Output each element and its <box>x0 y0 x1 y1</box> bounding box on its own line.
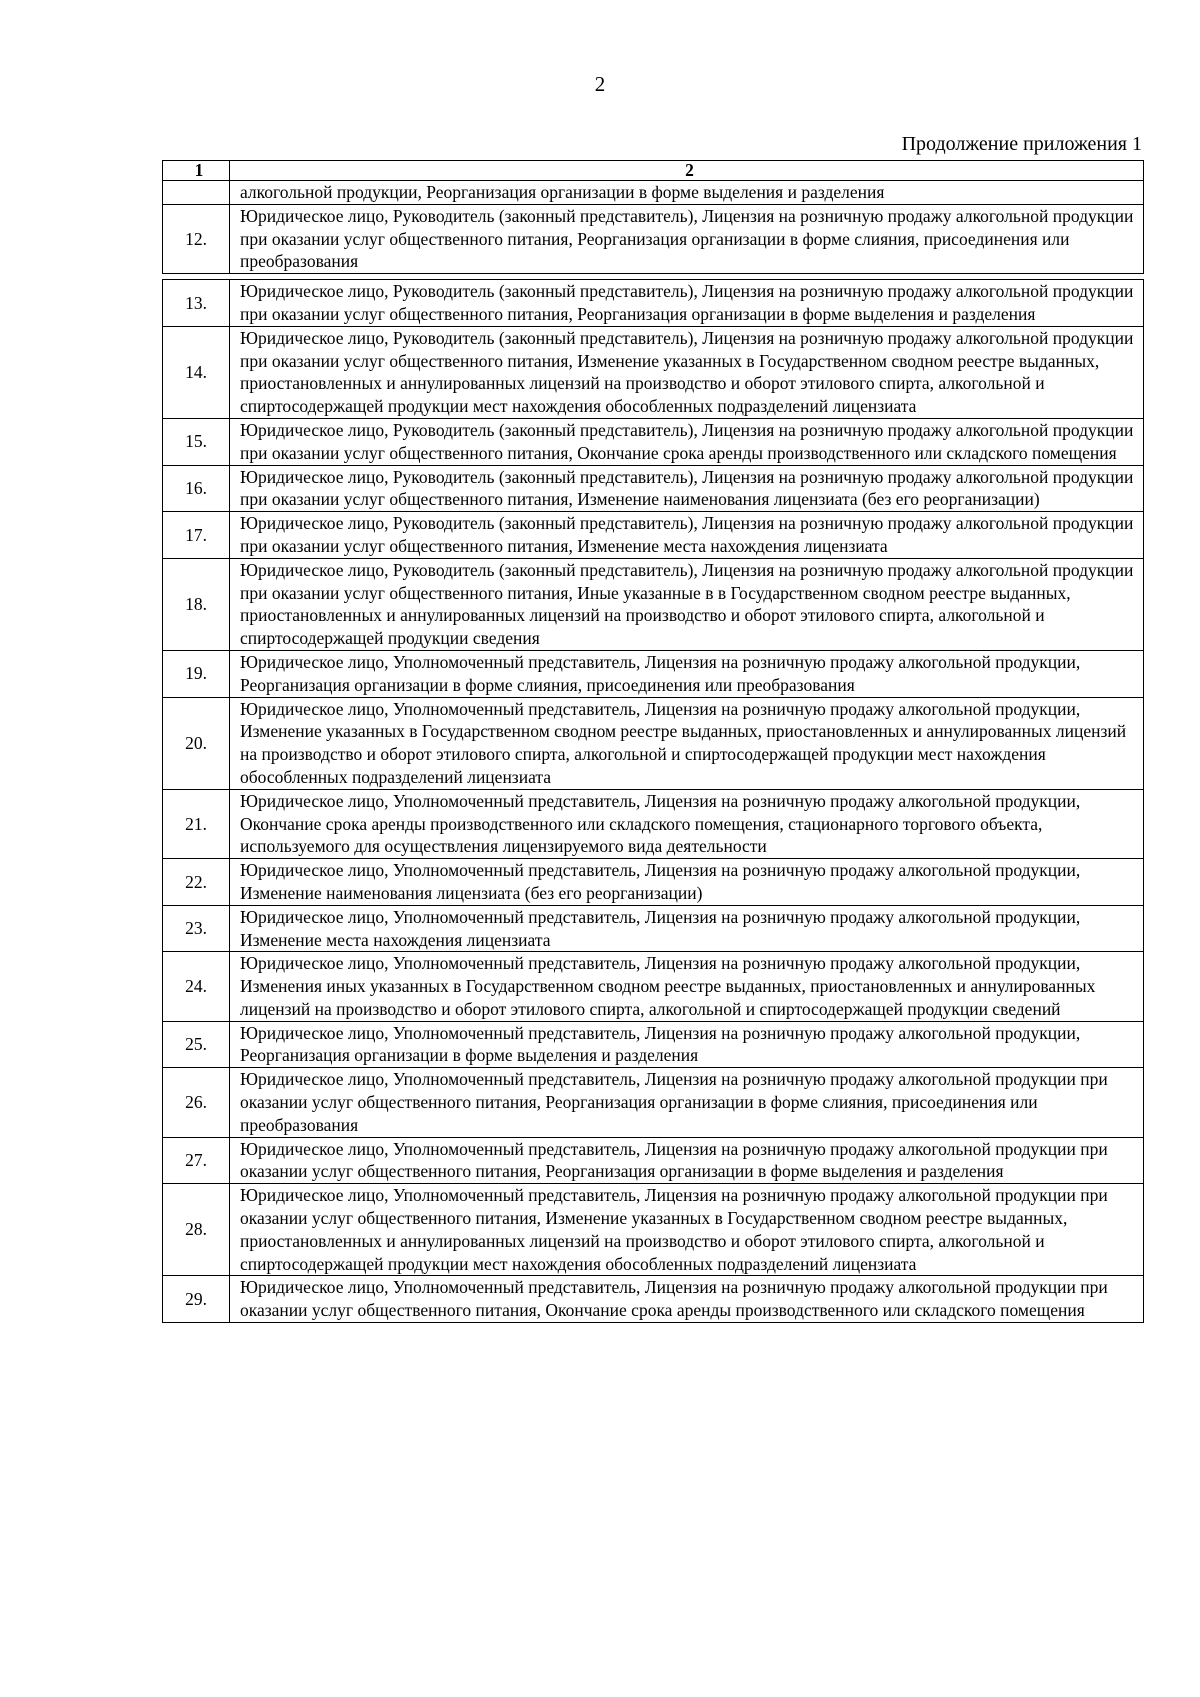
table-row <box>163 280 1144 327</box>
table-row <box>163 1068 1144 1137</box>
table-row <box>163 326 1144 418</box>
row-number-cell: 28. <box>163 1184 230 1276</box>
page-number: 2 <box>594 72 606 96</box>
row-text-cell: Юридическое лицо, Руководитель (законный представитель), Лицензия на розничную продажу алкогольной продукции при оказании услуг общественного питания, Иные указанные в в Государственном сводном реестре выданных, приостановленных и аннулированных лицензий на производство и оборот этилового спирта, алкогольной и спиртосодержащей продукции сведения <box>230 558 1144 650</box>
table-row <box>163 789 1144 858</box>
row-number-cell: 19. <box>163 650 230 697</box>
row-number-cell: 21. <box>163 789 230 858</box>
header-row <box>163 161 1144 181</box>
row-text-cell: Юридическое лицо, Руководитель (законный представитель), Лицензия на розничную продажу алкогольной продукции при оказании услуг общественного питания, Изменение указанных в Государственном сводном реестре выданных, приостановленных и аннулированных лицензий на производство и оборот этилового спирта, алкогольной и спиртосодержащей продукции мест нахождения обособленных подразделений лицензиата <box>230 326 1144 418</box>
table-row <box>163 1137 1144 1184</box>
row-text-cell: алкогольной продукции, Реорганизация организации в форме выделения и разделения <box>230 181 1144 205</box>
row-text-cell: Юридическое лицо, Руководитель (законный представитель), Лицензия на розничную продажу алкогольной продукции при оказании услуг общественного питания, Окончание срока аренды производственного или складского помещения <box>230 418 1144 465</box>
table-row <box>163 204 1144 273</box>
row-number-cell: 18. <box>163 558 230 650</box>
document-table-wrapper <box>162 160 1143 1323</box>
row-number-cell: 15. <box>163 418 230 465</box>
table-row <box>163 905 1144 952</box>
document-table <box>162 160 1144 1323</box>
row-text-cell: Юридическое лицо, Уполномоченный представитель, Лицензия на розничную продажу алкогольной продукции, Изменение наименования лицензиата (без его реорганизации) <box>230 859 1144 906</box>
table-row <box>163 1021 1144 1068</box>
continuation-label: Продолжение приложения 1 <box>901 133 1142 155</box>
column-header-1: 1 <box>163 161 230 181</box>
row-text-cell: Юридическое лицо, Руководитель (законный представитель), Лицензия на розничную продажу алкогольной продукции при оказании услуг общественного питания, Изменение места нахождения лицензиата <box>230 512 1144 559</box>
row-text-cell: Юридическое лицо, Уполномоченный представитель, Лицензия на розничную продажу алкогольной продукции, Изменение места нахождения лицензиата <box>230 905 1144 952</box>
row-number-cell: 20. <box>163 697 230 789</box>
row-number-cell: 29. <box>163 1276 230 1323</box>
row-number-cell: 25. <box>163 1021 230 1068</box>
table-row <box>163 697 1144 789</box>
row-text-cell: Юридическое лицо, Уполномоченный представитель, Лицензия на розничную продажу алкогольной продукции при оказании услуг общественного питания, Окончание срока аренды производственного или складского помещения <box>230 1276 1144 1323</box>
row-text-cell: Юридическое лицо, Уполномоченный представитель, Лицензия на розничную продажу алкогольной продукции при оказании услуг общественного питания, Реорганизация организации в форме выделения и разделения <box>230 1137 1144 1184</box>
table-row <box>163 1276 1144 1323</box>
table-row <box>163 1184 1144 1276</box>
row-text-cell: Юридическое лицо, Руководитель (законный представитель), Лицензия на розничную продажу алкогольной продукции при оказании услуг общественного питания, Изменение наименования лицензиата (без его реорганизации) <box>230 465 1144 512</box>
row-text-cell: Юридическое лицо, Уполномоченный представитель, Лицензия на розничную продажу алкогольной продукции при оказании услуг общественного питания, Изменение указанных в Государственном сводном реестре выданных, приостановленных и аннулированных лицензий на производство и оборот этилового спирта, алкогольной и спиртосодержащей продукции мест нахождения обособленных подразделений лицензиата <box>230 1184 1144 1276</box>
row-text-cell: Юридическое лицо, Руководитель (законный представитель), Лицензия на розничную продажу алкогольной продукции при оказании услуг общественного питания, Реорганизация организации в форме выделения и разделения <box>230 280 1144 327</box>
row-number-cell: 17. <box>163 512 230 559</box>
row-number-cell: 24. <box>163 952 230 1021</box>
row-text-cell: Юридическое лицо, Уполномоченный представитель, Лицензия на розничную продажу алкогольной продукции, Окончание срока аренды производственного или складского помещения, стационарного торгового объекта, используемого для осуществления лицензируемого вида деятельности <box>230 789 1144 858</box>
table-row <box>163 650 1144 697</box>
row-text-cell: Юридическое лицо, Руководитель (законный представитель), Лицензия на розничную продажу алкогольной продукции при оказании услуг общественного питания, Реорганизация организации в форме слияния, присоединения или преобразования <box>230 204 1144 273</box>
table-row <box>163 418 1144 465</box>
row-text-cell: Юридическое лицо, Уполномоченный представитель, Лицензия на розничную продажу алкогольной продукции, Реорганизация организации в форме выделения и разделения <box>230 1021 1144 1068</box>
row-text-cell: Юридическое лицо, Уполномоченный представитель, Лицензия на розничную продажу алкогольной продукции при оказании услуг общественного питания, Реорганизация организации в форме слияния, присоединения или преобразования <box>230 1068 1144 1137</box>
table-row <box>163 512 1144 559</box>
row-text-cell: Юридическое лицо, Уполномоченный представитель, Лицензия на розничную продажу алкогольной продукции, Изменения иных указанных в Государственном сводном реестре выданных, приостановленных и аннулированных лицензий на производство и оборот этилового спирта, алкогольной и спиртосодержащей продукции сведений <box>230 952 1144 1021</box>
table-body <box>163 181 1144 1323</box>
row-number-cell: 13. <box>163 280 230 327</box>
row-number-cell: 23. <box>163 905 230 952</box>
row-number-cell: 26. <box>163 1068 230 1137</box>
row-number-cell: 12. <box>163 204 230 273</box>
table-header <box>163 161 1144 181</box>
row-number-cell: 16. <box>163 465 230 512</box>
table-row <box>163 558 1144 650</box>
row-number-cell: 27. <box>163 1137 230 1184</box>
row-number-cell: 14. <box>163 326 230 418</box>
row-number-cell <box>163 181 230 205</box>
row-text-cell: Юридическое лицо, Уполномоченный представитель, Лицензия на розничную продажу алкогольной продукции, Реорганизация организации в форме слияния, присоединения или преобразования <box>230 650 1144 697</box>
table-row <box>163 465 1144 512</box>
continued-row <box>163 181 1144 205</box>
row-text-cell: Юридическое лицо, Уполномоченный представитель, Лицензия на розничную продажу алкогольной продукции, Изменение указанных в Государственном сводном реестре выданных, приостановленных и аннулированных лицензий на производство и оборот этилового спирта, алкогольной и спиртосодержащей продукции мест нахождения обособленных подразделений лицензиата <box>230 697 1144 789</box>
column-header-2: 2 <box>230 161 1144 181</box>
table-row <box>163 952 1144 1021</box>
row-number-cell: 22. <box>163 859 230 906</box>
table-row <box>163 859 1144 906</box>
